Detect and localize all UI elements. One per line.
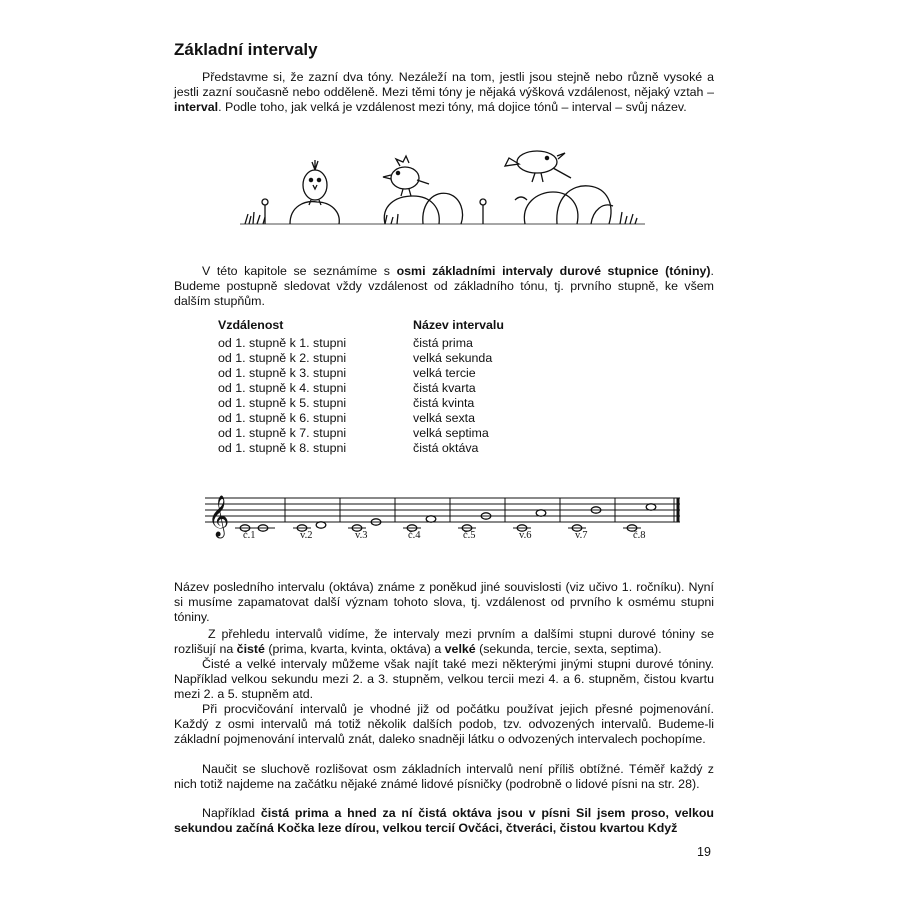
interval-name-cell: velká sexta bbox=[413, 411, 475, 425]
example-paragraph bbox=[174, 806, 714, 836]
intro-bold-interval: interval bbox=[174, 100, 219, 114]
treble-clef-icon: 𝄞 bbox=[208, 496, 230, 537]
interval-name-cell: čistá kvarta bbox=[413, 381, 476, 395]
interval-label: v.7 bbox=[575, 530, 588, 541]
interval-label: č.5 bbox=[463, 530, 476, 541]
overview-bold-pure: čisté bbox=[236, 642, 265, 656]
interval-label: č.8 bbox=[633, 530, 646, 541]
overview-bold-major: velké bbox=[444, 642, 476, 656]
overview-paragraph bbox=[174, 627, 714, 657]
overview-text-3: (sekunda, tercie, sexta, septima). bbox=[475, 642, 662, 656]
page-title: Základní intervaly bbox=[174, 40, 318, 59]
interval-name-cell: velká sekunda bbox=[413, 351, 493, 365]
interval-label: v.6 bbox=[519, 530, 532, 541]
chapter-paragraph bbox=[174, 264, 714, 309]
intro-text-1: Představme si, že zazní dva tóny. Nezáleží na tom, jestli jsou stejně nebo různě vysoké a jestli zazní současně nebo odděleně. Mezi těmi tóny je nějaká výšková vzdálenost, nějaký vztah – bbox=[174, 70, 714, 99]
distance-cell: od 1. stupně k 4. stupni bbox=[218, 381, 347, 395]
distance-cell: od 1. stupně k 5. stupni bbox=[218, 396, 347, 410]
example-bold: čistá prima a hned za ní čistá oktáva jsou v písni Sil jsem proso, velkou sekundou začíná Kočka leze dírou, velkou tercií Ovčáci, čtveráci, čistou kvartou Když bbox=[174, 806, 714, 835]
interval-name-cell: čistá kvinta bbox=[413, 396, 475, 410]
chapter-text-1: V této kapitole se seznámíme s bbox=[202, 264, 397, 278]
distance-cell: od 1. stupně k 2. stupni bbox=[218, 351, 347, 365]
birds-on-stones-illustration bbox=[235, 140, 655, 250]
interval-name-cell: velká septima bbox=[413, 426, 489, 440]
distance-column bbox=[218, 318, 408, 456]
intro-text-2: . Podle toho, jak velká je vzdálenost mezi tóny, má dojice tónů – interval – svůj název. bbox=[218, 100, 687, 114]
overview-text-2: (prima, kvarta, kvinta, oktáva) a bbox=[264, 642, 445, 656]
interval-label: v.2 bbox=[300, 530, 313, 541]
octave-paragraph: Název posledního intervalu (oktáva) známe z poněkud jiné souvislosti (viz učivo 1. ročníku). Nyní si musíme zapamatovat další význam tohoto slova, tj. vzdálenost od prvního k osmému stupni tóniny. bbox=[174, 580, 714, 624]
chapter-text-2: . Budeme postupně sledovat vždy vzdálenost od základního tónu, tj. prvního stupně, ke všem dalším stupňům. bbox=[174, 264, 714, 308]
interval-name-column bbox=[413, 318, 593, 456]
distance-cell: od 1. stupně k 1. stupni bbox=[218, 336, 347, 350]
music-staff bbox=[205, 490, 685, 550]
chapter-bold: osmi základními intervaly durové stupnice (tóniny) bbox=[396, 264, 711, 278]
distance-cell: od 1. stupně k 7. stupni bbox=[218, 426, 347, 440]
distance-header: Vzdálenost bbox=[218, 318, 284, 332]
overview-text-1: Z přehledu intervalů vidíme, že intervaly mezi prvním a dalšími stupni durové tóniny se rozlišují na bbox=[174, 627, 714, 656]
distance-cell: od 1. stupně k 3. stupni bbox=[218, 366, 347, 380]
interval-name-cell: čistá prima bbox=[413, 336, 473, 350]
distance-cell: od 1. stupně k 8. stupni bbox=[218, 441, 347, 455]
interval-label: č.1 bbox=[243, 530, 256, 541]
interval-name-cell: velká tercie bbox=[413, 366, 476, 380]
hearing-paragraph: Naučit se sluchově rozlišovat osm základních intervalů není příliš obtížné. Téměř každý z nich totiž najdeme na začátku nějaké známé lidové písničky (podrobně o lidové písni na str. 28). bbox=[174, 762, 714, 791]
interval-name-header: Název intervalu bbox=[413, 318, 504, 332]
distance-cell: od 1. stupně k 6. stupni bbox=[218, 411, 347, 425]
interval-name-cell: čistá oktáva bbox=[413, 441, 479, 455]
practice-paragraph: Při procvičování intervalů je vhodné již od počátku používat jejich přesné pojmenování. Každý z osmi intervalů má totiž několik dalších podob, tzv. odvozených intervalů. Budeme-li základní pojmenování intervalů znát, daleko snadněji látku o odvozených intervalech pochopíme. bbox=[174, 702, 714, 746]
interval-label: č.4 bbox=[408, 530, 421, 541]
interval-label: v.3 bbox=[355, 530, 368, 541]
page-number: 19 bbox=[697, 845, 711, 859]
intro-paragraph bbox=[174, 70, 714, 115]
pure-major-paragraph: Čisté a velké intervaly můžeme však najít také mezi některými jinými stupni durové tóniny. Například velkou sekundu mezi 2. a 3. stupněm, velkou tercii mezi 4. a 6. stupněm, čistou kvartu mezi 2. a 5. stupněm atd. bbox=[174, 657, 714, 701]
example-lead: Například bbox=[202, 806, 261, 820]
